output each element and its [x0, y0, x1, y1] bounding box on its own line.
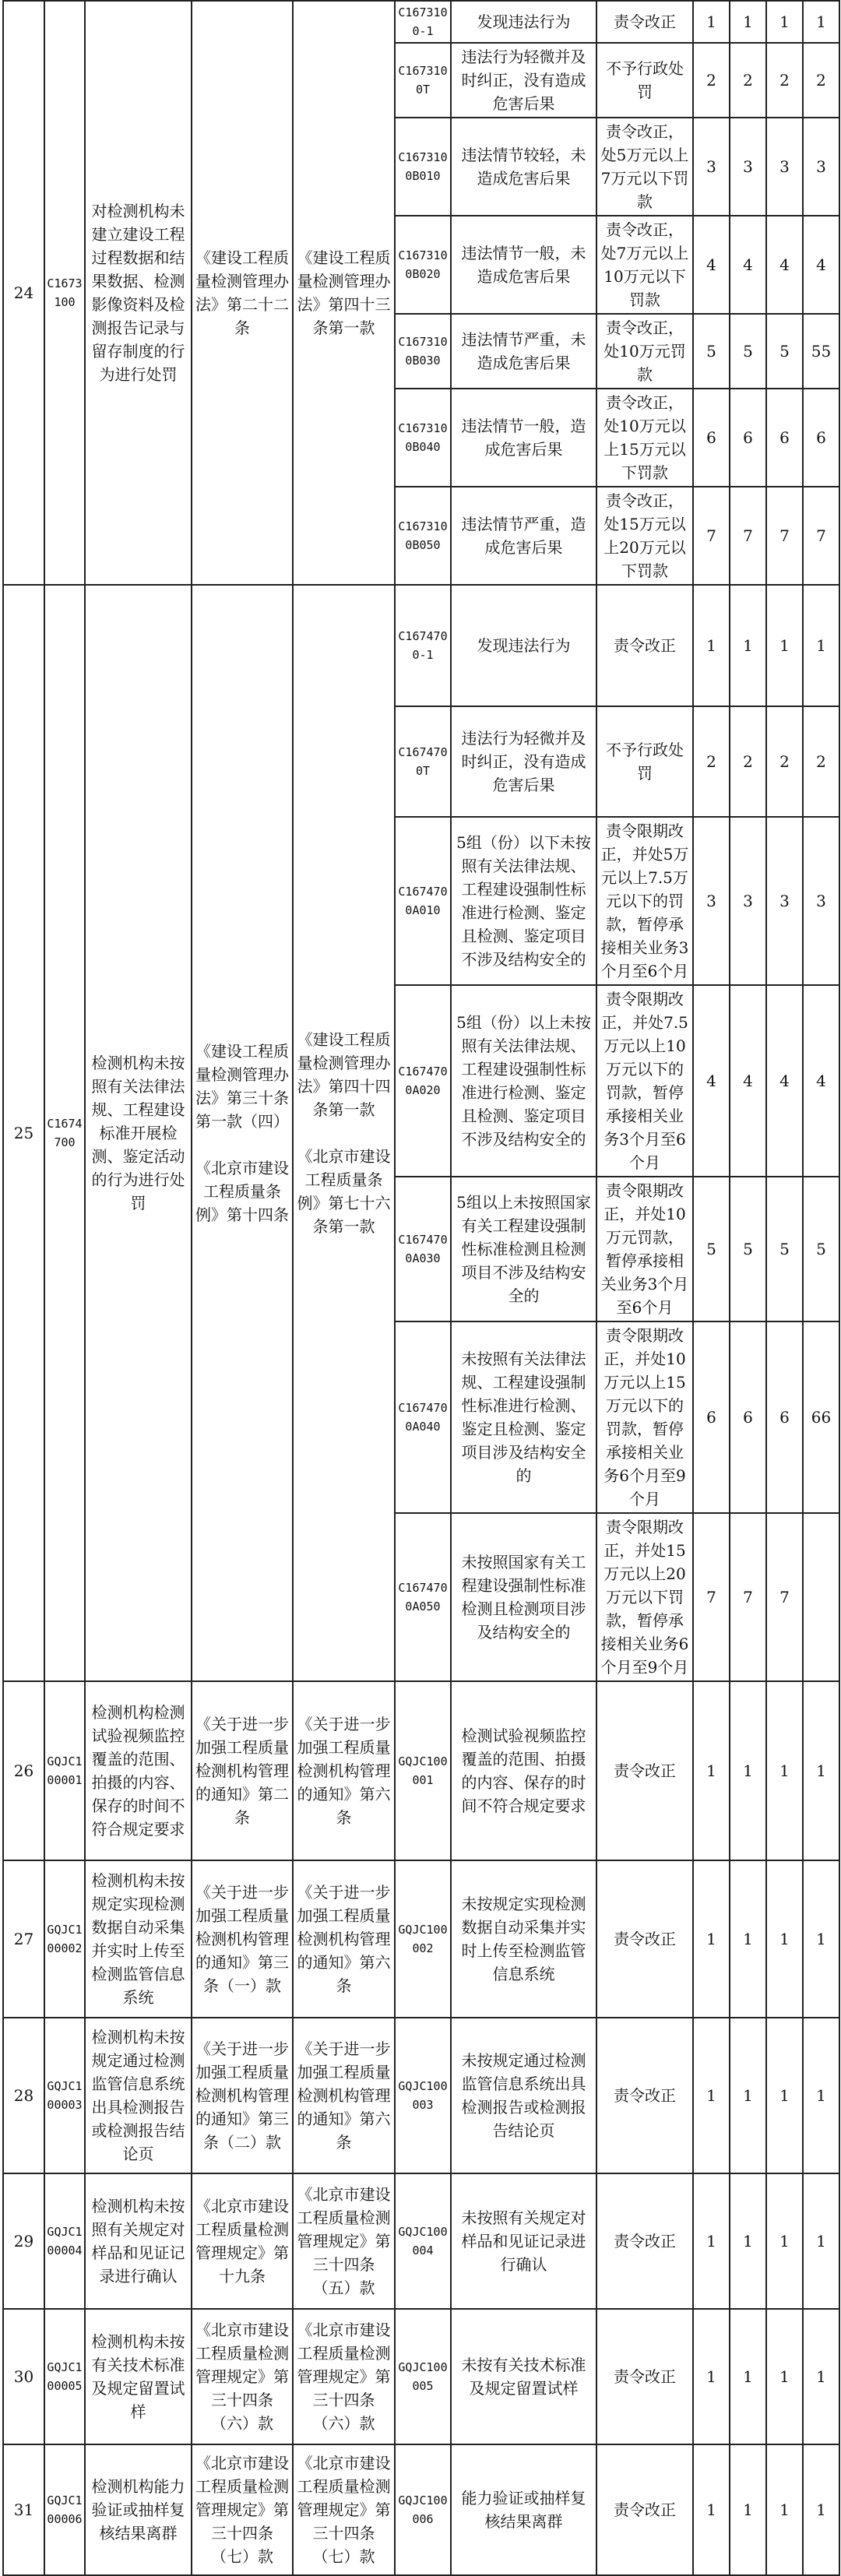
sub-code-cell: C1674700A050 — [395, 1513, 451, 1681]
level-value-cell: 1 — [803, 2173, 839, 2309]
level-value-cell: 1 — [730, 2444, 766, 2575]
level-value-cell: 4 — [803, 985, 839, 1177]
item-name-cell: 检测机构检测试验视频监控覆盖的范围、拍摄的内容、保存的时间不符合规定要求 — [85, 1681, 192, 1860]
table-row — [3, 2309, 839, 2444]
violation-desc-cell: 5组以上未按照国家有关工程建设强制性标准检测且检测项目不涉及结构安全的 — [451, 1177, 596, 1321]
penalty-cell: 责令改正，处10万元罚款 — [596, 314, 693, 389]
level-value-cell: 1 — [766, 585, 803, 706]
row-number-cell: 25 — [3, 585, 44, 1681]
sub-code-cell: GQJC100002 — [395, 1860, 451, 2018]
violation-desc-cell: 未按规定通过检测监管信息系统出具检测报告或检测报告结论页 — [451, 2018, 596, 2173]
sub-code-cell: GQJC100001 — [395, 1681, 451, 1860]
sub-code-cell: GQJC100003 — [395, 2018, 451, 2173]
level-value-cell: 1 — [730, 1860, 766, 2018]
penalty-table — [2, 0, 840, 2576]
penalty-cell: 责令改正，处7万元以上10万元以下罚款 — [596, 216, 693, 314]
level-value-cell: 1 — [693, 2309, 730, 2444]
level-value-cell: 1 — [693, 1681, 730, 1860]
level-value-cell: 5 — [693, 314, 730, 389]
level-value-cell: 1 — [766, 2309, 803, 2444]
table-row — [3, 1, 839, 43]
row-number-cell: 26 — [3, 1681, 44, 1860]
penalty-cell: 责令改正 — [596, 1860, 693, 2018]
level-value-cell: 6 — [730, 389, 766, 487]
sub-code-cell: C1674700A030 — [395, 1177, 451, 1321]
penalty-cell: 责令改正 — [596, 1681, 693, 1860]
penalty-cell: 责令限期改正，并处10万元罚款，暂停承接相关业务3个月至6个月 — [596, 1177, 693, 1321]
table-row — [3, 2018, 839, 2173]
item-code-cell: GQJC100002 — [44, 1860, 85, 2018]
penalty-cell: 责令改正 — [596, 2018, 693, 2173]
item-name-cell: 检测机构未按照有关法律法规、工程建设标准开展检测、鉴定活动的行为进行处罚 — [85, 585, 192, 1681]
penalty-cell: 责令改正 — [596, 2173, 693, 2309]
row-number-cell: 31 — [3, 2444, 44, 2575]
violation-desc-cell: 违法情节一般，造成危害后果 — [451, 389, 596, 487]
level-value-cell: 7 — [730, 487, 766, 585]
item-name-cell: 检测机构未按有关技术标准及规定留置试样 — [85, 2309, 192, 2444]
level-value-cell: 1 — [803, 2018, 839, 2173]
sub-code-cell: GQJC100005 — [395, 2309, 451, 2444]
sub-code-cell: C1674700T — [395, 706, 451, 817]
violation-desc-cell: 违法情节一般，未造成危害后果 — [451, 216, 596, 314]
level-value-cell: 1 — [693, 1860, 730, 2018]
penalty-cell: 责令改正，处5万元以上7万元以下罚款 — [596, 118, 693, 216]
sub-code-cell: C1673100B010 — [395, 118, 451, 216]
level-value-cell: 1 — [803, 2444, 839, 2575]
level-value-cell: 4 — [730, 216, 766, 314]
sub-code-cell: C1673100B020 — [395, 216, 451, 314]
item-code-cell: C1673100 — [44, 1, 85, 585]
level-value-cell: 1 — [766, 1681, 803, 1860]
penalty-cell: 责令改正 — [596, 2309, 693, 2444]
level-value-cell: 1 — [803, 1, 839, 43]
penalty-basis-cell: 《北京市建设工程质量检测管理规定》第三十四条（六）款 — [293, 2309, 395, 2444]
level-value-cell: 7 — [803, 487, 839, 585]
violation-desc-cell: 违法行为轻微并及时纠正，没有造成危害后果 — [451, 706, 596, 817]
item-code-cell: GQJC100003 — [44, 2018, 85, 2173]
level-value-cell: 2 — [766, 706, 803, 817]
level-value-cell: 3 — [693, 817, 730, 985]
level-value-cell: 4 — [693, 985, 730, 1177]
level-value-cell: 1 — [803, 2309, 839, 2444]
level-value-cell: 7 — [766, 487, 803, 585]
level-value-cell: 4 — [803, 216, 839, 314]
level-value-cell: 1 — [693, 585, 730, 706]
basis-cell: 《建设工程质量检测管理办法》第三十条第一款（四） 《北京市建设工程质量条例》第十四条 — [192, 585, 293, 1681]
level-value-cell: 1 — [730, 2309, 766, 2444]
penalty-cell: 责令限期改正，并处5万元以上7.5万元以下的罚款，暂停承接相关业务3个月至6个月 — [596, 817, 693, 985]
level-value-cell: 4 — [766, 985, 803, 1177]
penalty-basis-cell: 《北京市建设工程质量检测管理规定》第三十四条（七）款 — [293, 2444, 395, 2575]
level-value-cell: 3 — [730, 817, 766, 985]
item-name-cell: 对检测机构未建立建设工程过程数据和结果数据、检测影像资料及检测报告记录与留存制度的行为进行处罚 — [85, 1, 192, 585]
sub-code-cell: GQJC100006 — [395, 2444, 451, 2575]
row-number-cell: 28 — [3, 2018, 44, 2173]
level-value-cell: 1 — [730, 585, 766, 706]
level-value-cell: 5 — [803, 1177, 839, 1321]
level-value-cell: 3 — [766, 118, 803, 216]
table-row — [3, 585, 839, 706]
level-value-cell: 3 — [693, 118, 730, 216]
level-value-cell: 7 — [730, 1513, 766, 1681]
level-value-cell: 2 — [766, 43, 803, 118]
level-value-cell: 4 — [766, 216, 803, 314]
level-value-cell: 1 — [730, 2018, 766, 2173]
level-value-cell: 1 — [693, 2018, 730, 2173]
level-value-cell: 5 — [730, 314, 766, 389]
row-number-cell: 27 — [3, 1860, 44, 2018]
table-row — [3, 1681, 839, 1860]
level-value-cell: 1 — [693, 1, 730, 43]
basis-cell: 《北京市建设工程质量检测管理规定》第三十四条（六）款 — [192, 2309, 293, 2444]
penalty-cell: 责令改正，处10万元以上15万元以下罚款 — [596, 389, 693, 487]
level-value-cell: 7 — [766, 1513, 803, 1681]
table-row — [3, 1860, 839, 2018]
level-value-cell: 2 — [730, 43, 766, 118]
penalty-cell: 责令限期改正，并处10万元以上15万元以下的罚款，暂停承接相关业务6个月至9个月 — [596, 1321, 693, 1513]
item-code-cell: GQJC100001 — [44, 1681, 85, 1860]
sub-code-cell: C1673100B050 — [395, 487, 451, 585]
item-name-cell: 检测机构未按规定通过检测监管信息系统出具检测报告或检测报告结论页 — [85, 2018, 192, 2173]
penalty-cell: 不予行政处罚 — [596, 706, 693, 817]
level-value-cell: 1 — [803, 1681, 839, 1860]
violation-desc-cell: 能力验证或抽样复核结果离群 — [451, 2444, 596, 2575]
item-name-cell: 检测机构未按照有关规定对样品和见证记录进行确认 — [85, 2173, 192, 2309]
violation-desc-cell: 违法情节严重，造成危害后果 — [451, 487, 596, 585]
level-value-cell: 1 — [730, 2173, 766, 2309]
level-value-cell: 6 — [693, 1321, 730, 1513]
basis-cell: 《关于进一步加强工程质量检测机构管理的通知》第三条（一）款 — [192, 1860, 293, 2018]
level-value-cell: 1 — [766, 1, 803, 43]
basis-cell: 《北京市建设工程质量检测管理规定》第十九条 — [192, 2173, 293, 2309]
row-number-cell: 29 — [3, 2173, 44, 2309]
level-value-cell: 1 — [766, 2444, 803, 2575]
violation-desc-cell: 违法行为轻微并及时纠正，没有造成危害后果 — [451, 43, 596, 118]
level-value-cell: 5 — [766, 314, 803, 389]
level-value-cell: 1 — [766, 2018, 803, 2173]
violation-desc-cell: 未按照有关法律法规、工程建设强制性标准进行检测、鉴定且检测、鉴定项目涉及结构安全的 — [451, 1321, 596, 1513]
row-number-cell: 24 — [3, 1, 44, 585]
level-value-cell: 2 — [803, 706, 839, 817]
violation-desc-cell: 未按照国家有关工程建设强制性标准检测且检测项目涉及结构安全的 — [451, 1513, 596, 1681]
violation-desc-cell: 发现违法行为 — [451, 585, 596, 706]
level-value-cell: 1 — [803, 1860, 839, 2018]
level-value-cell: 5 — [730, 1177, 766, 1321]
table-row — [3, 2173, 839, 2309]
item-name-cell: 检测机构能力验证或抽样复核结果离群 — [85, 2444, 192, 2575]
level-value-cell: 6 — [693, 389, 730, 487]
sub-code-cell: C1674700A010 — [395, 817, 451, 985]
level-value-cell: 5 — [766, 1177, 803, 1321]
sub-code-cell: C1673100B040 — [395, 389, 451, 487]
violation-desc-cell: 未按照有关规定对样品和见证记录进行确认 — [451, 2173, 596, 2309]
level-value-cell: 3 — [803, 817, 839, 985]
level-value-cell: 6 — [803, 389, 839, 487]
basis-cell: 《关于进一步加强工程质量检测机构管理的通知》第二条 — [192, 1681, 293, 1860]
table-row — [3, 2444, 839, 2575]
penalty-basis-cell: 《建设工程质量检测管理办法》第四十四条第一款 《北京市建设工程质量条例》第七十六条第一款 — [293, 585, 395, 1681]
level-value-cell: 1 — [766, 2173, 803, 2309]
level-value-cell: 5 — [693, 1177, 730, 1321]
penalty-basis-cell: 《北京市建设工程质量检测管理规定》第三十四条（五）款 — [293, 2173, 395, 2309]
violation-desc-cell: 违法情节较轻，未造成危害后果 — [451, 118, 596, 216]
sub-code-cell: C1674700A040 — [395, 1321, 451, 1513]
basis-cell: 《关于进一步加强工程质量检测机构管理的通知》第三条（二）款 — [192, 2018, 293, 2173]
level-value-cell: 1 — [766, 1860, 803, 2018]
penalty-cell: 责令限期改正，并处15万元以上20万元以下罚款，暂停承接相关业务6个月至9个月 — [596, 1513, 693, 1681]
level-value-cell: 2 — [730, 706, 766, 817]
level-value-cell: 55 — [803, 314, 839, 389]
basis-cell: 《建设工程质量检测管理办法》第二十二条 — [192, 1, 293, 585]
level-value-cell: 3 — [730, 118, 766, 216]
level-value-cell: 3 — [803, 118, 839, 216]
penalty-cell: 不予行政处罚 — [596, 43, 693, 118]
item-code-cell: GQJC100004 — [44, 2173, 85, 2309]
level-value-cell: 2 — [803, 43, 839, 118]
level-value-cell: 7 — [693, 1513, 730, 1681]
violation-desc-cell: 发现违法行为 — [451, 1, 596, 43]
penalty-cell: 责令改正 — [596, 2444, 693, 2575]
level-value-cell: 3 — [766, 817, 803, 985]
level-value-cell: 4 — [730, 985, 766, 1177]
level-value-cell: 2 — [693, 43, 730, 118]
sub-code-cell: C1673100B030 — [395, 314, 451, 389]
violation-desc-cell: 5组（份）以上未按照有关法律法规、工程建设强制性标准进行检测、鉴定且检测、鉴定项目不涉及结构安全的 — [451, 985, 596, 1177]
basis-cell: 《北京市建设工程质量检测管理规定》第三十四条（七）款 — [192, 2444, 293, 2575]
violation-desc-cell: 5组（份）以下未按照有关法律法规、工程建设强制性标准进行检测、鉴定且检测、鉴定项目不涉及结构安全的 — [451, 817, 596, 985]
item-code-cell: C1674700 — [44, 585, 85, 1681]
item-code-cell: GQJC100005 — [44, 2309, 85, 2444]
sub-code-cell: C1674700A020 — [395, 985, 451, 1177]
penalty-basis-cell: 《关于进一步加强工程质量检测机构管理的通知》第六条 — [293, 1860, 395, 2018]
sub-code-cell: C1673100-1 — [395, 1, 451, 43]
row-number-cell: 30 — [3, 2309, 44, 2444]
sub-code-cell: C1674700-1 — [395, 585, 451, 706]
level-value-cell: 6 — [730, 1321, 766, 1513]
violation-desc-cell: 未按规定实现检测数据自动采集并实时上传至检测监管信息系统 — [451, 1860, 596, 2018]
level-value-cell: 1 — [730, 1681, 766, 1860]
penalty-cell: 责令改正 — [596, 585, 693, 706]
level-value-cell: 1 — [730, 1, 766, 43]
level-value-cell: 2 — [693, 706, 730, 817]
item-code-cell: GQJC100006 — [44, 2444, 85, 2575]
level-value-cell: 1 — [803, 585, 839, 706]
item-name-cell: 检测机构未按规定实现检测数据自动采集并实时上传至检测监管信息系统 — [85, 1860, 192, 2018]
level-value-cell: 6 — [766, 389, 803, 487]
violation-desc-cell: 违法情节严重，未造成危害后果 — [451, 314, 596, 389]
sub-code-cell: GQJC100004 — [395, 2173, 451, 2309]
violation-desc-cell: 未按有关技术标准及规定留置试样 — [451, 2309, 596, 2444]
level-value-cell: 1 — [693, 2444, 730, 2575]
level-value-cell: 1 — [693, 2173, 730, 2309]
sub-code-cell: C1673100T — [395, 43, 451, 118]
penalty-cell: 责令改正，处15万元以上20万元以下罚款 — [596, 487, 693, 585]
level-value-cell: 66 — [803, 1321, 839, 1513]
penalty-cell: 责令改正 — [596, 1, 693, 43]
penalty-basis-cell: 《关于进一步加强工程质量检测机构管理的通知》第六条 — [293, 1681, 395, 1860]
level-value-cell: 4 — [693, 216, 730, 314]
penalty-basis-cell: 《关于进一步加强工程质量检测机构管理的通知》第六条 — [293, 2018, 395, 2173]
level-value-cell: 6 — [766, 1321, 803, 1513]
violation-desc-cell: 检测试验视频监控覆盖的范围、拍摄的内容、保存的时间不符合规定要求 — [451, 1681, 596, 1860]
penalty-cell: 责令限期改正，并处7.5万元以上10万元以下的罚款，暂停承接相关业务3个月至6个月 — [596, 985, 693, 1177]
level-value-cell: 7 — [693, 487, 730, 585]
level-value-cell — [803, 1513, 839, 1681]
penalty-basis-cell: 《建设工程质量检测管理办法》第四十三条第一款 — [293, 1, 395, 585]
